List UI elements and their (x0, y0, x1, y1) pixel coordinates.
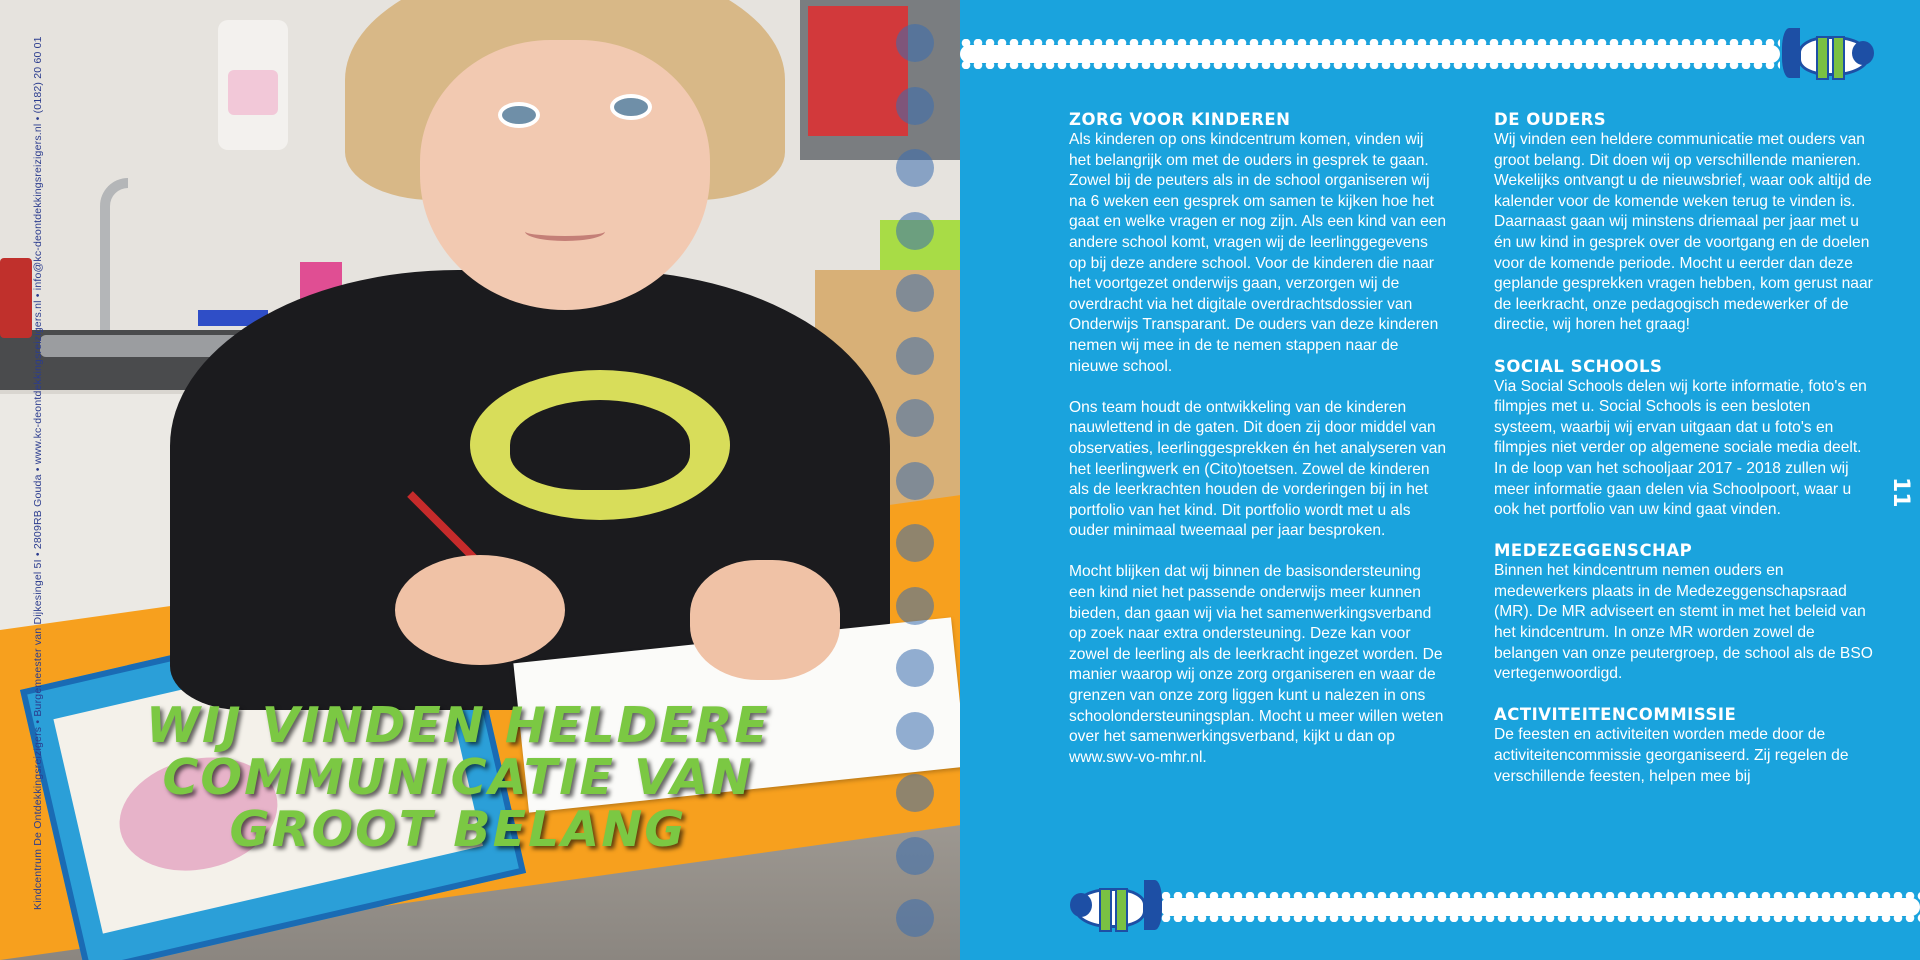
wave-border-top (960, 45, 1780, 63)
section-activiteitencommissie (1494, 705, 1874, 787)
paragraph: Wij vinden een heldere communicatie met ouders van groot belang. Dit doen wij op verschillende manieren. Wekelijks ontvangt u de nieuwsbrief, waar ook altijd de kalender voor de komende weken terug te vinden is. Daarnaast gaan wij minstens driemaal per jaar met u én uw kind in gesprek over de voortgang en de doelen voor de komende periode. Mocht u eerder dan deze geplande gesprekken vragen hebben, kom gerust naar de leerkracht, onze pedagogisch medewerker of de directie, wij horen het graag! (1494, 131, 1873, 334)
binder-dot (896, 712, 934, 750)
paragraph: Binnen het kindcentrum nemen ouders en medewerkers plaats in de Medezeggenschapsraad (MR). De MR adviseert en stemt in met het beleid van het kindcentrum. In onze MR worden zowel de belangen van onze peutergroep, de school als de BSO vertegenwoordigd. (1494, 562, 1873, 683)
right-eye (610, 94, 652, 120)
binder-dot (896, 274, 934, 312)
section-zorg-voor-kinderen (1069, 110, 1449, 768)
soap-dispenser (218, 20, 288, 150)
headline-line-3: GROOT BELANG (229, 801, 687, 858)
headline (118, 697, 798, 858)
section-heading: MEDEZEGGENSCHAP (1494, 541, 1693, 561)
binder-dot (896, 649, 934, 687)
binder-dot (896, 399, 934, 437)
red-can (0, 258, 32, 338)
paragraph: Via Social Schools delen wij korte informatie, foto's en filmpjes met u. Social Schools is een besloten systeem, waarbij wij ervan uitgaan dat u foto's en filmpjes niet verder op algemene sociale media deelt. In de loop van het schooljaar 2017 - 2018 zullen wij meer informatie gaan delen via Schoolpoort, waar u ook het portfolio van uw kind gaat vinden. (1494, 377, 1867, 519)
headline-line-2: COMMUNICATIE VAN (162, 749, 754, 806)
bat-logo (470, 370, 730, 520)
faucet (100, 178, 128, 348)
right-hand (690, 560, 840, 680)
section-heading: ZORG VOOR KINDEREN (1069, 110, 1291, 129)
binder-dot (896, 87, 934, 125)
column-right (1494, 110, 1874, 808)
paragraph: Als kinderen op ons kindcentrum komen, vinden wij het belangrijk om met de ouders in gesprek te gaan. Zowel bij de peuters als in de school organiseren wij na 6 weken een gesprek om samen te kijken hoe het gaat en welke vragen er nog zijn. Als een kind van een andere school komt, vragen wij de leerlinggegevens op bij deze andere school. Voor de kinderen die naar het voortgezet onderwijs gaan, verzorgen wij de overdracht via het digitale overdrachtsdossier van Onderwijs Transparant. De ouders van deze kinderen nemen wij mee in de te nemen stappen naar de nieuwe school. (1069, 131, 1447, 375)
section-medezeggenschap (1494, 541, 1874, 685)
contact-spine-text: Kindcentrum De Ontdekkingsreizigers • Burgemeester van Dijkesingel 5I • 2809RB Gouda • www.kc-deontdekkingsreizigers.nl • info@kc-deontdekkingsreizigers.nl • (0182) 20 60 01 (32, 36, 44, 910)
binder-dot (896, 587, 934, 625)
binder-dot (896, 462, 934, 500)
paragraph: Ons team houdt de ontwikkeling van de kinderen nauwlettend in de gaten. Dit doen zij door middel van observaties, leerlinggesprekken én het analyseren van het leerlingwerk en (Cito)toetsen. Zowel de kinderen als de leerkrachten houden de vorderingen bij in het portfolio van het kind. Dit portfolio wordt met u als ouder minimaal tweemaal per jaar besproken. (1069, 398, 1447, 540)
rocket-icon-top (1782, 28, 1874, 78)
headline-line-1: WIJ VINDEN HELDERE (146, 697, 770, 754)
binder-dot (896, 149, 934, 187)
binder-dot (896, 774, 934, 812)
red-poster (808, 6, 908, 136)
paragraph: De feesten en activiteiten worden mede door de activiteitencommissie georganiseerd. Zij regelen de verschillende feesten, helpen mee bij (1494, 726, 1849, 785)
binder-dot (896, 899, 934, 937)
section-heading: DE OUDERS (1494, 110, 1607, 129)
paragraph: Mocht blijken dat wij binnen de basisondersteuning een kind niet het passende onderwijs meer kunnen bieden, dan gaan wij via het samenwerkingsverband op zoek naar extra ondersteuning. Deze kan voor zowel de leerling als de leerkracht ingezet worden. De manier waarop wij onze zorg organiseren en waar de grenzen van onze zorg liggen kunt u nalezen in ons schoolondersteuningsplan. Mocht u meer willen weten over het samenwerkingsverband, kijkt u dan op www.swv-vo-mhr.nl. (1069, 563, 1444, 766)
section-heading: SOCIAL SCHOOLS (1494, 356, 1663, 376)
binder-dot (896, 837, 934, 875)
wave-border-bottom (1160, 898, 1920, 916)
section-de-ouders (1494, 110, 1874, 336)
section-social-schools (1494, 357, 1874, 521)
binder-dot (896, 524, 934, 562)
left-eye (498, 102, 540, 128)
girl-face (420, 40, 710, 310)
mouth (525, 222, 605, 241)
column-left (1069, 110, 1449, 789)
binder-dot (896, 337, 934, 375)
binder-dot (896, 212, 934, 250)
section-heading: ACTIVITEITENCOMMISSIE (1494, 705, 1737, 725)
left-hand (395, 555, 565, 665)
page-number: 11 (1888, 477, 1913, 508)
rocket-icon-bottom (1070, 880, 1162, 930)
binder-dot (896, 24, 934, 62)
